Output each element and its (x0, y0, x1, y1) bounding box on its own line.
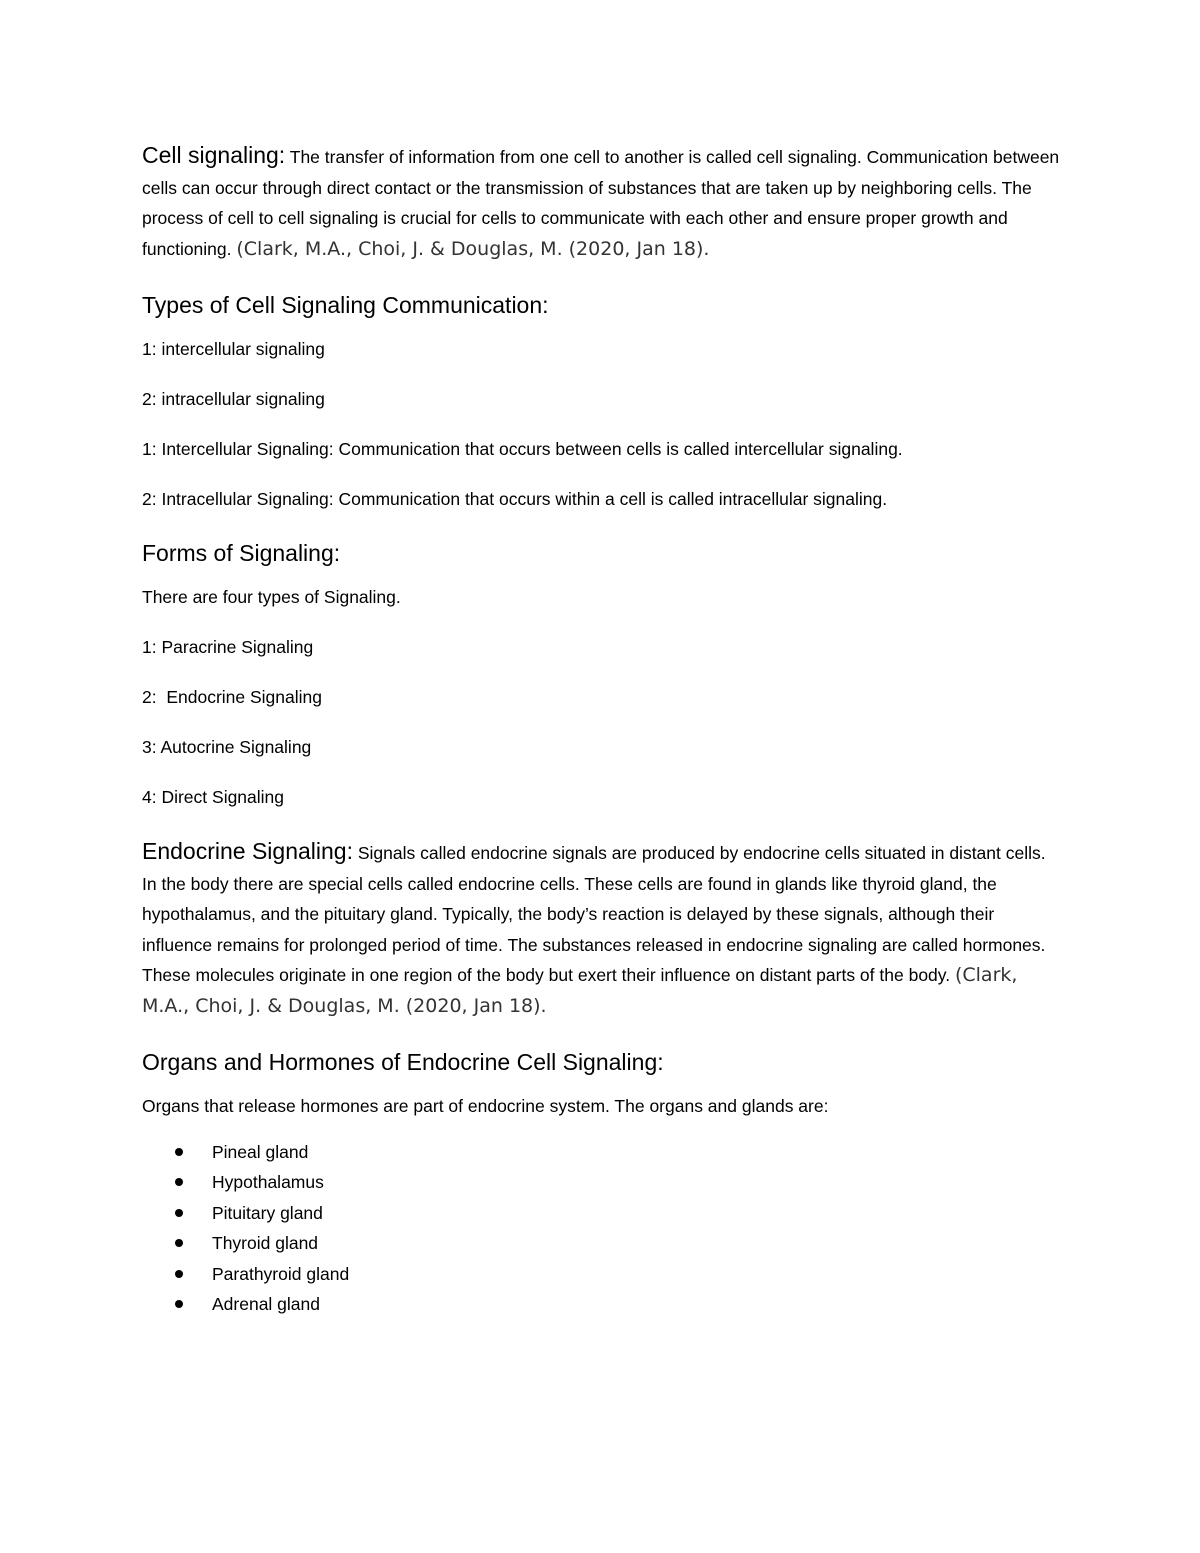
types-item: 2: intracellular signaling (142, 389, 325, 409)
cell-signaling-lead: Cell signaling: (142, 142, 286, 168)
types-item: 2: Intracellular Signaling: Communication that occurs within a cell is called intracellular signaling. (142, 489, 888, 509)
forms-item: 4: Direct Signaling (142, 787, 285, 807)
list-item-label: Adrenal gland (212, 1294, 320, 1315)
list-item (142, 1137, 1062, 1167)
endocrine-paragraph (142, 836, 1062, 1021)
organs-heading: Organs and Hormones of Endocrine Cell Signaling: (142, 1049, 664, 1075)
list-item (142, 1289, 1062, 1319)
list-item (142, 1167, 1062, 1197)
types-item: 1: intercellular signaling (142, 339, 325, 359)
bullet-icon (175, 1300, 183, 1308)
bullet-icon (175, 1209, 183, 1217)
bullet-icon (175, 1239, 183, 1247)
list-item-label: Pineal gland (212, 1142, 309, 1162)
forms-item: 2: Endocrine Signaling (142, 687, 322, 707)
endocrine-lead: Endocrine Signaling: (142, 838, 353, 864)
cell-signaling-paragraph (142, 140, 1062, 264)
list-item (142, 1198, 1062, 1228)
list-item-label: Pituitary gland (212, 1202, 323, 1223)
list-item-label: Parathyroid gland (212, 1263, 350, 1284)
forms-heading: Forms of Signaling: (142, 540, 341, 566)
organs-intro: Organs that release hormones are part of endocrine system. The organs and glands are: (142, 1096, 829, 1116)
bullet-icon (175, 1270, 183, 1278)
list-item (142, 1228, 1062, 1258)
list-item-label: Thyroid gland (212, 1233, 319, 1254)
forms-item: 3: Autocrine Signaling (142, 737, 312, 757)
document-body (142, 140, 1062, 1319)
cell-signaling-body: The transfer of information from one cell to another is called cell signaling. Communication between cells can occur through direct contact or the transmission of substances that are taken up by neighboring cells. The process of cell to cell signaling is crucial for cells to communicate with each other and ensure proper growth and functioning. (142, 147, 1060, 259)
organs-list (142, 1137, 1062, 1319)
endocrine-citation: (Clark, M.A., Choi, J. & Douglas, M. (2020, Jan 18). (142, 964, 1018, 1017)
cell-signaling-citation: (Clark, M.A., Choi, J. & Douglas, M. (2020, Jan 18). (236, 237, 710, 260)
types-item: 1: Intercellular Signaling: Communication that occurs between cells is called intercellular signaling. (142, 439, 903, 459)
forms-item: 1: Paracrine Signaling (142, 637, 314, 657)
list-item-label: Hypothalamus (212, 1172, 324, 1193)
list-item (142, 1259, 1062, 1289)
endocrine-body: Signals called endocrine signals are produced by endocrine cells situated in distant cells. In the body there are special cells called endocrine cells. These cells are found in glands like thyroid gland, the hypothalamus, and the pituitary gland. Typically, the body’s reaction is delayed by these signals, although their influence remains for prolonged period of time. The substances released in endocrine signaling are called hormones. These molecules originate in one region of the body but exert their influence on distant parts of the body. (142, 843, 1046, 985)
bullet-icon (175, 1148, 183, 1156)
forms-intro: There are four types of Signaling. (142, 587, 401, 607)
bullet-icon (175, 1178, 183, 1186)
types-heading: Types of Cell Signaling Communication: (142, 292, 549, 318)
